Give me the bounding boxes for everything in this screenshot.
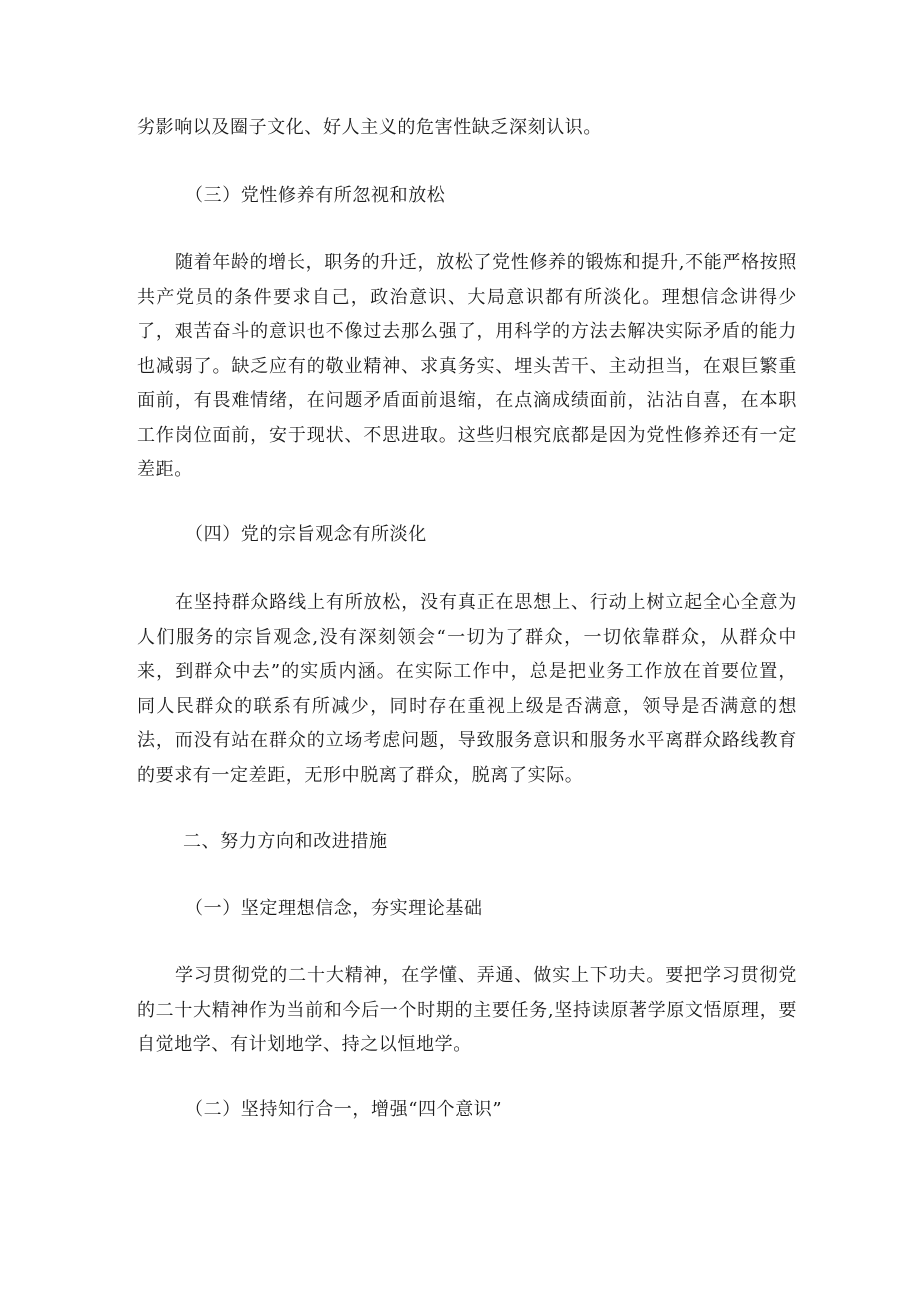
section-4-heading: （四）党的宗旨观念有所淡化	[185, 524, 427, 545]
section-3-heading: （三）党性修养有所忽视和放松	[185, 185, 446, 206]
section-3-body: 随着年龄的增长，职务的升迁，放松了党性修养的锻炼和提升,不能严格按照共产党员的条件要求自己，政治意识、大局意识都有所淡化。理想信念讲得少了，艰苦奋斗的意识也不像过去那么强了，用科学的方法去解决实际矛盾的能力也减弱了。缺乏应有的敬业精神、求真务实、埋头苦干、主动担当，在艰巨繁重面前，有畏难情绪，在问题矛盾面前退缩，在点滴成绩面前，沾沾自喜，在本职工作岗位面前，安于现状、不思进取。这些归根究底都是因为党性修养还有一定差距。	[137, 252, 797, 480]
part-2-heading: 二、努力方向和改进措施	[183, 831, 388, 852]
measure-1-heading: （一）坚定理想信念，夯实理论基础	[185, 898, 483, 919]
measure-2-heading: （二）坚持知行合一，增强“四个意识”	[185, 1099, 503, 1120]
intro-line: 劣影响以及圈子文化、好人主义的危害性缺乏深刻认识。	[137, 117, 602, 138]
measure-1-body: 学习贯彻党的二十大精神，在学懂、弄通、做实上下功夫。要把学习贯彻党的二十大精神作为当前和今后一个时期的主要任务,坚持读原著学原文悟原理，要自觉地学、有计划地学、持之以恒地学。	[137, 965, 797, 1055]
section-4-body: 在坚持群众路线上有所放松，没有真正在思想上、行动上树立起全心全意为人们服务的宗旨观念,没有深刻领会“一切为了群众，一切依靠群众，从群众中来，到群众中去”的实质内涵。在实际工作中，总是把业务工作放在首要位置，同人民群众的联系有所减少，同时存在重视上级是否满意，领导是否满意的想法，而没有站在群众的立场考虑问题，导致服务意识和服务水平离群众路线教育的要求有一定差距，无形中脱离了群众，脱离了实际。	[137, 592, 797, 786]
